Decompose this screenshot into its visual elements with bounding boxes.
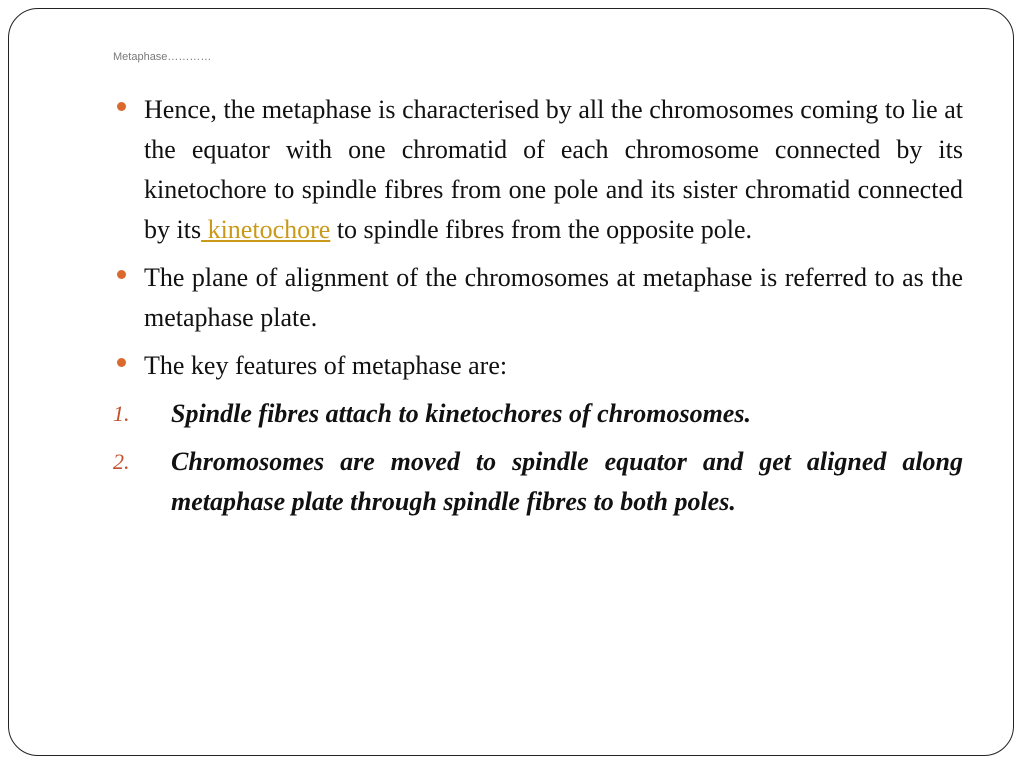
numbered-text: Spindle fibres attach to kinetochores of chromosomes. (171, 399, 751, 428)
bullet-text-part: Hence, the metaphase is characterised by all the chromosomes coming to lie at the equator with one chromatid of each chromosome connected by its kinetochore to spindle fibres from one pole and its sister chromatid connected by its (144, 95, 963, 244)
number-marker: 2. (113, 449, 130, 474)
slide-title: Metaphase………… (113, 51, 212, 63)
bullet-marker (113, 346, 144, 386)
slide-content (113, 90, 963, 530)
kinetochore-link[interactable]: kinetochore (201, 215, 331, 244)
bullet-dot-icon (117, 102, 126, 111)
bullet-item (113, 258, 963, 338)
bullet-dot-icon (117, 358, 126, 367)
bullet-item (113, 90, 963, 250)
bullet-text: The key features of metaphase are: (144, 351, 508, 380)
bullet-text: The plane of alignment of the chromosomes at metaphase is referred to as the metaphase plate. (144, 263, 963, 332)
bullet-marker (113, 258, 144, 298)
numbered-item (113, 394, 963, 434)
numbered-text: Chromosomes are moved to spindle equator and get aligned along metaphase plate through spindle fibres to both poles. (171, 447, 963, 516)
bullet-dot-icon (117, 270, 126, 279)
bullet-text-part: to spindle fibres from the opposite pole. (330, 215, 753, 244)
bullet-text (144, 90, 963, 250)
number-marker: 1. (113, 401, 130, 426)
bullet-item (113, 346, 963, 386)
numbered-item (113, 442, 963, 522)
bullet-marker (113, 90, 144, 130)
